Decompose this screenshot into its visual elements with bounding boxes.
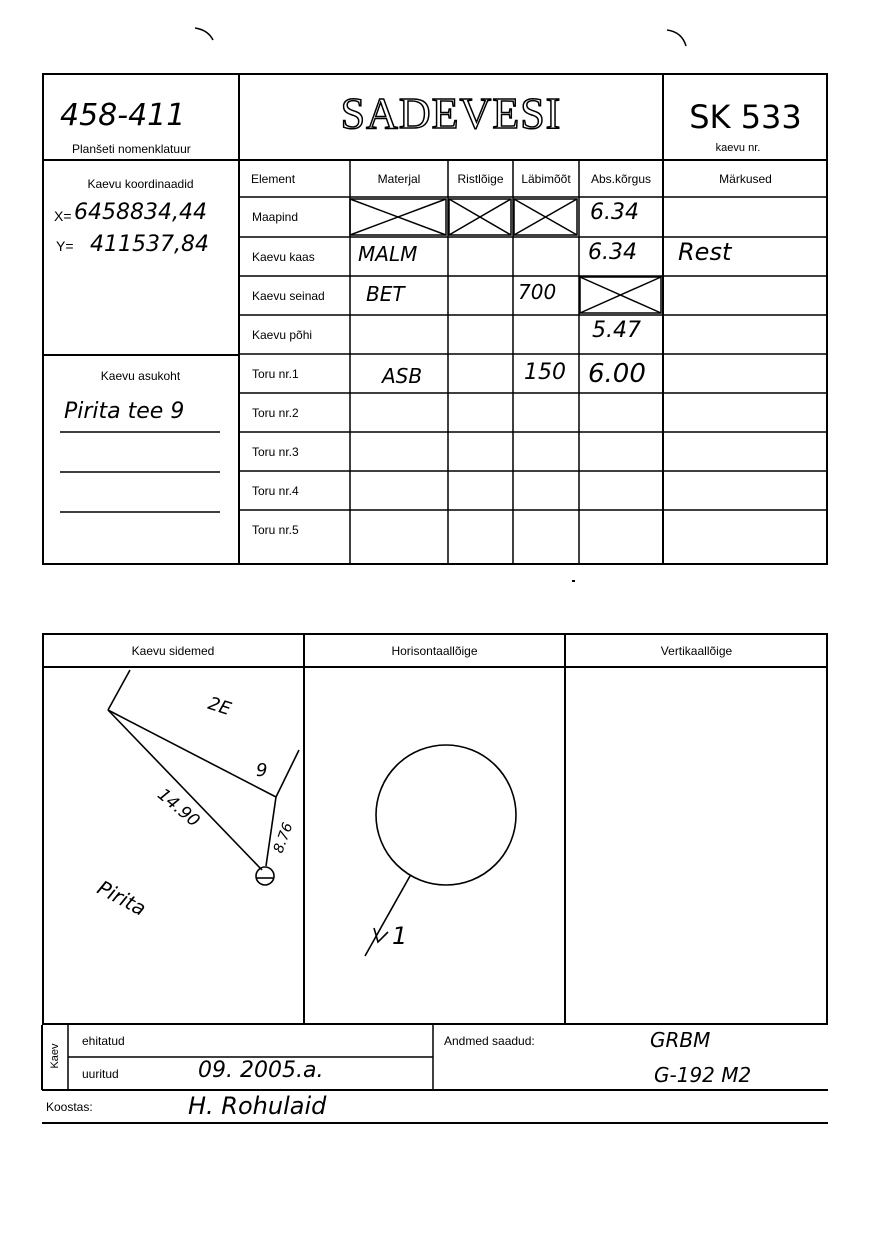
location-value: Pirita tee 9 [64,399,185,424]
compiled-by-label: Koostas: [46,1100,93,1114]
lid-material: MALM [358,242,418,266]
well-number-label: kaevu nr. [715,142,761,154]
nomenclature-value: 458-411 [60,98,186,133]
tie-annotation-c: 14.90 [153,784,204,832]
header-abs-height: Abs.kõrgus [590,171,652,186]
data-source-value-2: G-192 M2 [654,1063,752,1087]
pipe1-diameter: 150 [524,360,566,385]
walls-diameter: 700 [518,280,557,304]
tie-annotation-a: 2E [205,692,234,721]
row-label-pipe-2: Toru nr.2 [252,405,299,420]
row-label-lid: Kaevu kaas [252,249,315,264]
street-annotation: Pirita [93,875,151,921]
row-label-pipe-4: Toru nr.4 [252,483,299,498]
row-label-pipe-5: Toru nr.5 [252,522,299,537]
y-coordinate-value: 411537,84 [90,232,209,257]
header-diameter: Läbimõõt [521,171,571,186]
lid-abs-height: 6.34 [588,240,637,265]
ties-label: Kaevu sidemed [131,644,215,658]
y-prefix: Y= [56,238,74,254]
tie-annotation-b: 9 [256,760,268,781]
nomenclature-label: Planšeti nomenklatuur [72,142,191,156]
compiled-by-value: H. Rohulaid [188,1092,327,1120]
measured-value: 09. 2005.a. [198,1058,324,1083]
location-label: Kaevu asukoht [100,369,181,383]
row-label-pipe-1: Toru nr.1 [252,366,299,381]
x-prefix: X= [54,208,72,224]
row-label-walls: Kaevu seinad [252,288,325,303]
x-coordinate-value: 6458834,44 [74,200,207,225]
tie-annotation-d: 8.76 [270,820,297,856]
ground-abs-height: 6.34 [590,200,639,225]
walls-material: BET [366,282,405,306]
built-label: ehitatud [82,1034,125,1048]
well-side-label: Kaev [49,1043,61,1069]
header-element: Element [251,171,296,186]
vertical-section-label: Vertikaallõige [660,644,733,658]
bottom-abs-height: 5.47 [592,318,641,343]
measured-label: uuritud [82,1067,119,1081]
pipe-label: 1 [392,922,408,950]
well-number-value: SK 533 [689,98,802,136]
lid-notes: Rest [678,238,732,266]
header-material: Materjal [377,171,421,186]
coordinates-label: Kaevu koordinaadid [87,177,194,191]
data-source-value-1: GRBM [650,1028,711,1052]
header-notes: Märkused [719,171,772,186]
horizontal-section-label: Horisontaallõige [391,644,478,658]
pipe1-abs-height: 6.00 [588,359,646,389]
header-cross-section: Ristlõige [457,171,504,186]
pipe1-material: ASB [382,364,423,388]
page-title: SADEVESI [340,89,562,138]
data-source-label: Andmed saadud: [444,1034,535,1048]
row-label-bottom: Kaevu põhi [252,327,313,342]
row-label-ground: Maapind [252,210,299,224]
row-label-pipe-3: Toru nr.3 [252,444,299,459]
